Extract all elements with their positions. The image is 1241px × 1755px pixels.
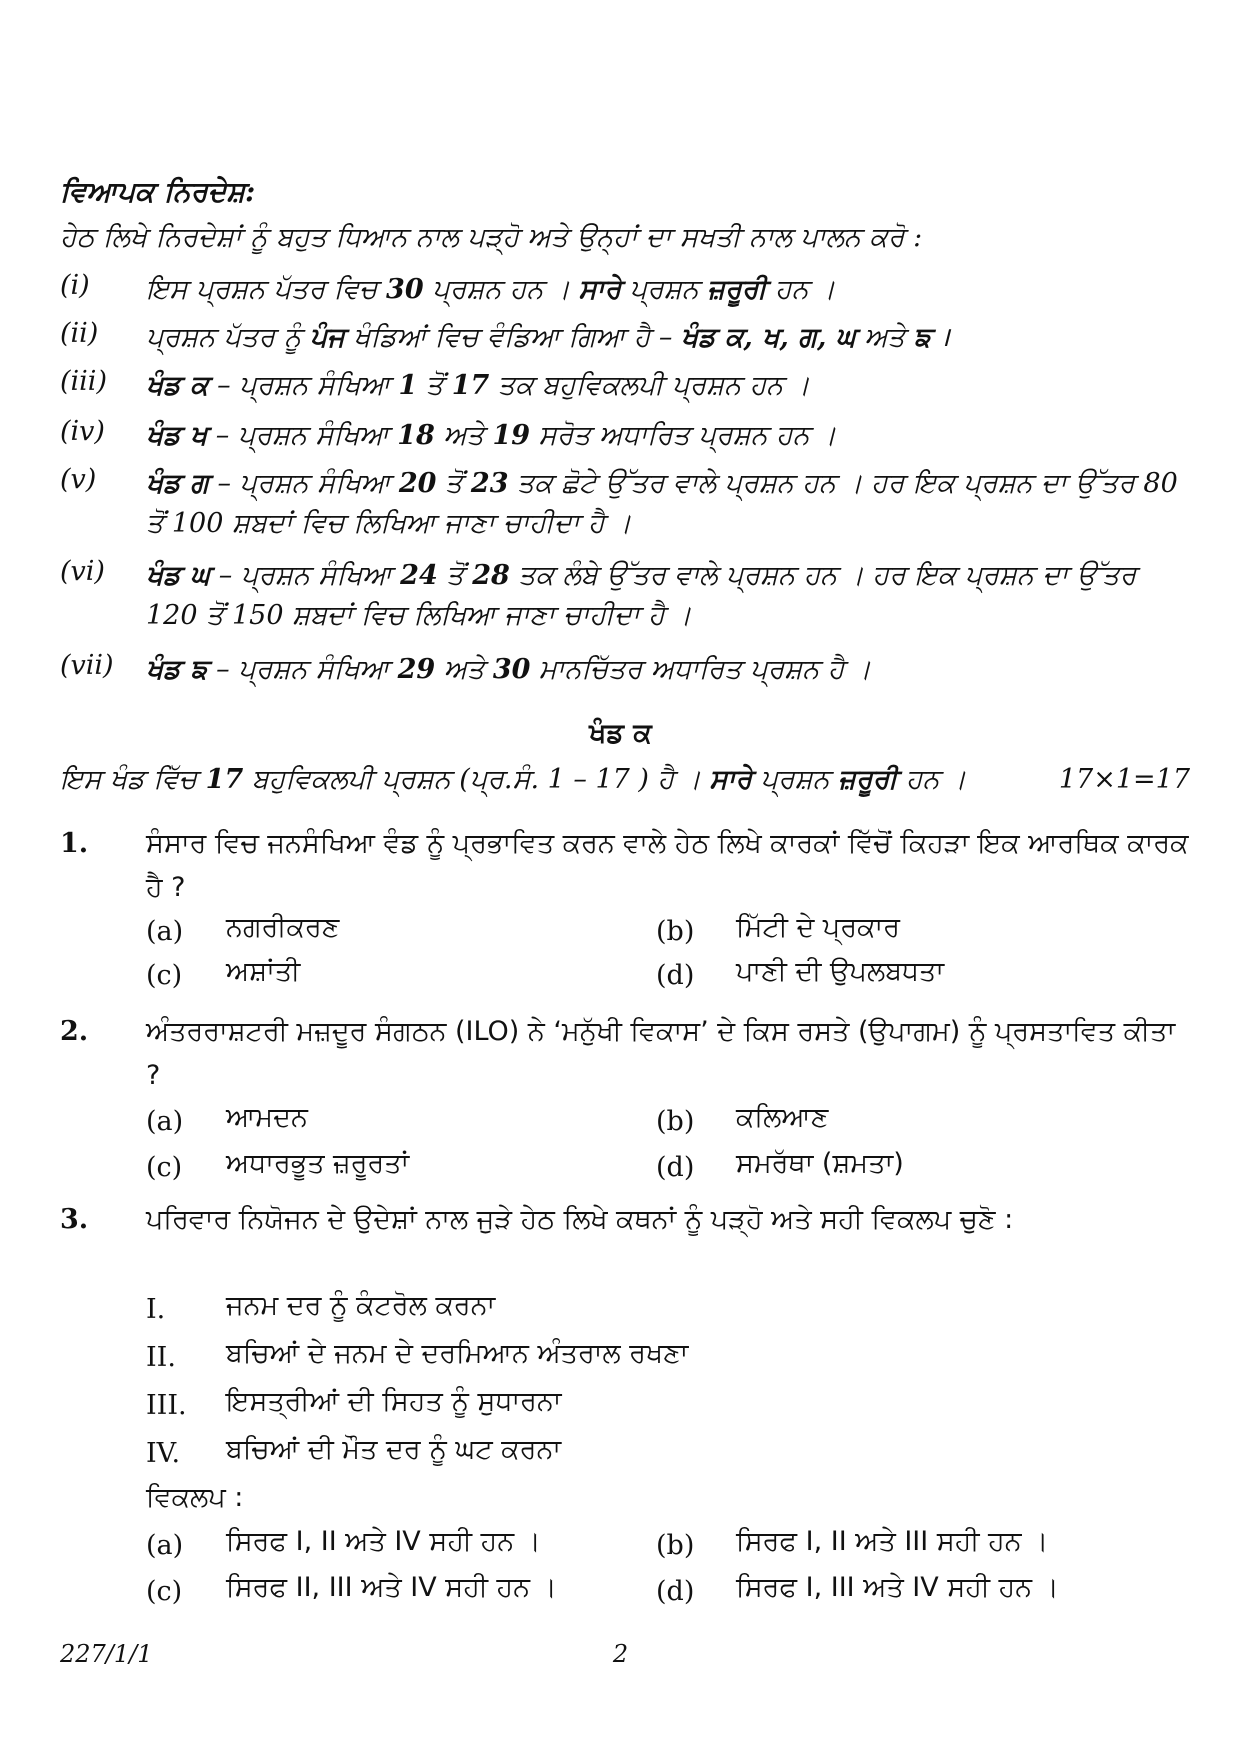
instruction-number: (v) [60,464,97,495]
question-number: 3. [60,1204,89,1235]
statement-label: I. [146,1294,166,1325]
option-label: (a) [146,916,184,947]
instruction-text: ਖੰਡ ਗ – ਪ੍ਰਸ਼ਨ ਸੰਖਿਆ 20 ਤੋਂ 23 ਤਕ ਛੋਟੇ ਉੱਤਰ ਵਾਲੇ ਪ੍ਰਸ਼ਨ ਹਨ । ਹਰ ਇਕ ਪ੍ਰਸ਼ਨ ਦਾ ਉੱਤਰ 80 ਤੋਂ 100 ਸ਼ਬਦਾਂ ਵਿਚ ਲਿਖਿਆ ਜਾਣਾ ਚਾਹੀਦਾ ਹੈ । [146,468,1178,539]
instruction-number: (iii) [60,366,107,397]
option-label: (d) [656,960,695,991]
paper-code: 227/1/1 [60,1640,153,1668]
section-marks: 17×1=17 [1058,764,1190,795]
instruction-text: ਇਸ ਪ੍ਰਸ਼ਨ ਪੱਤਰ ਵਿਚ 30 ਪ੍ਰਸ਼ਨ ਹਨ । ਸਾਰੇ ਪ੍ਰਸ਼ਨ ਜ਼ਰੂਰੀ ਹਨ । [146,274,836,305]
option-text: ਕਲਿਆਣ [736,1102,829,1133]
question-number: 2. [60,1016,89,1047]
instruction-number: (i) [60,270,90,301]
option-text: ਸਿਰਫ I, II ਅਤੇ IV ਸਹੀ ਹਨ । [226,1526,541,1557]
question-text: ਸੰਸਾਰ ਵਿਚ ਜਨਸੰਖਿਆ ਵੰਡ ਨੂੰ ਪ੍ਰਭਾਵਿਤ ਕਰਨ ਵਾਲੇ ਹੇਠ ਲਿਖੇ ਕਾਰਕਾਂ ਵਿੱਚੋਂ ਕਿਹੜਾ ਇਕ ਆਰਥਿਕ ਕਾਰਕ ਹੈ ? [146,828,1189,903]
instruction-number: (iv) [60,416,105,447]
option-label: (a) [146,1530,184,1561]
option-label: (b) [656,916,695,947]
option-label: (d) [656,1576,695,1607]
statement-text: ਬਚਿਆਂ ਦੀ ਮੌਤ ਦਰ ਨੂੰ ਘਟ ਕਰਨਾ [226,1434,562,1465]
options-heading: ਵਿਕਲਪ : [146,1482,244,1513]
instruction-text: ਖੰਡ ਘ – ਪ੍ਰਸ਼ਨ ਸੰਖਿਆ 24 ਤੋਂ 28 ਤਕ ਲੰਬੇ ਉੱਤਰ ਵਾਲੇ ਪ੍ਰਸ਼ਨ ਹਨ । ਹਰ ਇਕ ਪ੍ਰਸ਼ਨ ਦਾ ਉੱਤਰ 120 ਤੋਂ 150 ਸ਼ਬਦਾਂ ਵਿਚ ਲਿਖਿਆ ਜਾਣਾ ਚਾਹੀਦਾ ਹੈ । [146,560,1137,631]
option-text: ਮਿੱਟੀ ਦੇ ਪ੍ਰਕਾਰ [736,912,900,943]
instruction-number: (vii) [60,650,114,681]
instruction-text: ਪ੍ਰਸ਼ਨ ਪੱਤਰ ਨੂੰ ਪੰਜ ਖੰਡਿਆਂ ਵਿਚ ਵੰਡਿਆ ਗਿਆ ਹੈ – ਖੰਡ ਕ, ਖ, ਗ, ਘ ਅਤੇ ਙ । [146,322,950,353]
page-number: 2 [612,1640,629,1668]
option-text: ਸਮਰੱਥਾ (ਸ਼ਮਤਾ) [736,1148,904,1179]
option-label: (c) [146,1152,183,1183]
option-label: (b) [656,1530,695,1561]
option-text: ਨਗਰੀਕਰਣ [226,912,340,943]
instruction-text: ਖੰਡ ਖ – ਪ੍ਰਸ਼ਨ ਸੰਖਿਆ 18 ਅਤੇ 19 ਸਰੋਤ ਅਧਾਰਿਤ ਪ੍ਰਸ਼ਨ ਹਨ । [146,420,837,451]
option-text: ਸਿਰਫ I, III ਅਤੇ IV ਸਹੀ ਹਨ । [736,1572,1059,1603]
question-number: 1. [60,828,89,859]
option-text: ਸਿਰਫ II, III ਅਤੇ IV ਸਹੀ ਹਨ । [226,1572,557,1603]
instruction-text: ਖੰਡ ਕ – ਪ੍ਰਸ਼ਨ ਸੰਖਿਆ 1 ਤੋਂ 17 ਤਕ ਬਹੁਵਿਕਲਪੀ ਪ੍ਰਸ਼ਨ ਹਨ । [146,370,810,401]
section-title: ਖੰਡ ਕ [589,718,652,749]
statement-label: II. [146,1342,176,1373]
statement-text: ਜਨਮ ਦਰ ਨੂੰ ਕੰਟਰੋਲ ਕਰਨਾ [226,1290,496,1321]
option-text: ਪਾਣੀ ਦੀ ਉਪਲਬਧਤਾ [736,956,945,987]
instruction-number: (ii) [60,318,99,349]
question-text: ਪਰਿਵਾਰ ਨਿਯੋਜਨ ਦੇ ਉਦੇਸ਼ਾਂ ਨਾਲ ਜੁੜੇ ਹੇਠ ਲਿਖੇ ਕਥਨਾਂ ਨੂੰ ਪੜ੍ਹੋ ਅਤੇ ਸਹੀ ਵਿਕਲਪ ਚੁਣੋ : [146,1204,1014,1235]
option-text: ਸਿਰਫ I, II ਅਤੇ III ਸਹੀ ਹਨ । [736,1526,1049,1557]
option-label: (a) [146,1106,184,1137]
instruction-text: ਖੰਡ ਙ – ਪ੍ਰਸ਼ਨ ਸੰਖਿਆ 29 ਅਤੇ 30 ਮਾਨਚਿੱਤਰ ਅਧਾਰਿਤ ਪ੍ਰਸ਼ਨ ਹੈ । [146,654,872,685]
option-text: ਅਧਾਰਭੂਤ ਜ਼ਰੂਰਤਾਂ [226,1148,410,1179]
general-instructions-heading: ਵਿਆਪਕ ਨਿਰਦੇਸ਼: [60,175,256,208]
option-label: (b) [656,1106,695,1137]
option-label: (c) [146,960,183,991]
section-intro: ਇਸ ਖੰਡ ਵਿੱਚ 17 ਬਹੁਵਿਕਲਪੀ ਪ੍ਰਸ਼ਨ (ਪ੍ਰ.ਸੰ. 1 – 17 ) ਹੈ । ਸਾਰੇ ਪ੍ਰਸ਼ਨ ਜ਼ਰੂਰੀ ਹਨ । 17×1=17 [60,764,1190,795]
statement-text: ਬਚਿਆਂ ਦੇ ਜਨਮ ਦੇ ਦਰਮਿਆਨ ਅੰਤਰਾਲ ਰਖਣਾ [226,1338,689,1369]
statement-label: III. [146,1390,187,1421]
general-instructions-intro: ਹੇਠ ਲਿਖੇ ਨਿਰਦੇਸ਼ਾਂ ਨੂੰ ਬਹੁਤ ਧਿਆਨ ਨਾਲ ਪੜ੍ਹੋ ਅਤੇ ਉਨ੍ਹਾਂ ਦਾ ਸਖਤੀ ਨਾਲ ਪਾਲਨ ਕਰੋ : [60,222,923,253]
statement-text: ਇਸਤ੍ਰੀਆਂ ਦੀ ਸਿਹਤ ਨੂੰ ਸੁਧਾਰਨਾ [226,1386,562,1417]
option-text: ਆਮਦਨ [226,1102,308,1133]
option-label: (c) [146,1576,183,1607]
option-label: (d) [656,1152,695,1183]
statement-label: IV. [146,1438,181,1469]
question-text: ਅੰਤਰਰਾਸ਼ਟਰੀ ਮਜ਼ਦੂਰ ਸੰਗਠਨ (ILO) ਨੇ ‘ਮਨੁੱਖੀ ਵਿਕਾਸ’ ਦੇ ਕਿਸ ਰਸਤੇ (ਉਪਾਗਮ) ਨੂੰ ਪ੍ਰਸਤਾਵਿਤ ਕੀਤਾ ? [146,1016,1176,1091]
instruction-number: (vi) [60,556,105,587]
option-text: ਅਸ਼ਾਂਤੀ [226,956,301,987]
